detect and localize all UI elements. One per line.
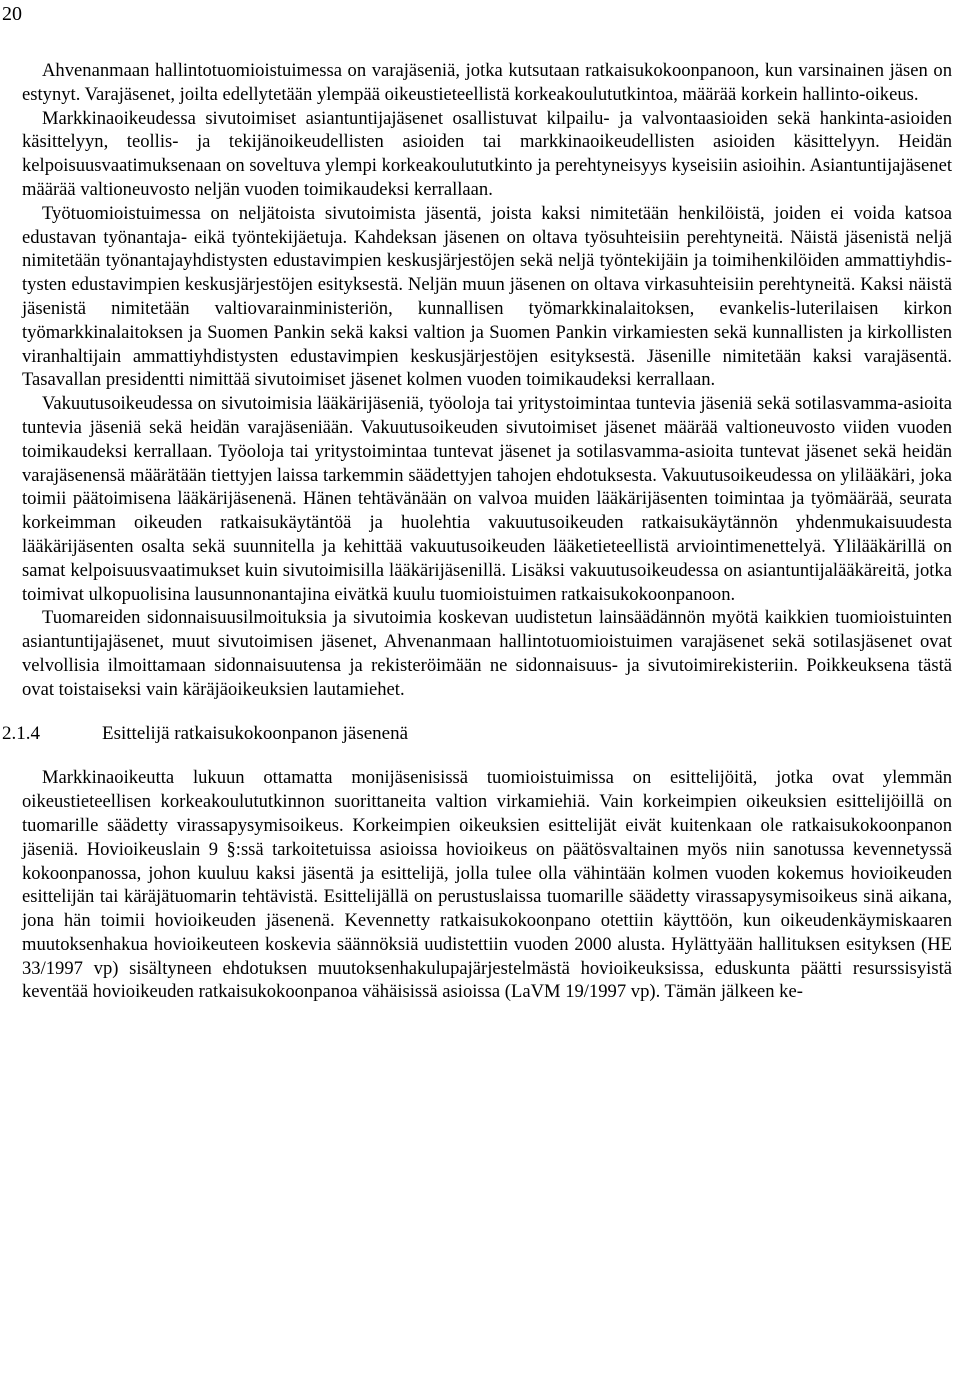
section-title: Esittelijä ratkaisukokoonpanon jäsenenä [102,722,409,744]
paragraph: Tuomareiden sidonnaisuusilmoituksia ja sivutoimia koskevan uudistetun lainsäädännön myötä kaikkien tuomioistuinten asiantuntijajäsenet, muut sivutoimisen jäsenet, Ahvenanmaan hallintotuomioistuimen varajäsenet sekä sotilasjäsenet ovat velvollisia ilmoittamaan sidonnaisuutensa ja rekisteröimään ne sidonnaisuus- ja sivutoimirekisteriin. Poikkeuksena tästä ovat toistaiseksi vain käräjäoikeuksien lautamiehet. [22,607,952,700]
section-number: 2.1.4 [2,722,40,744]
paragraph: Vakuutusoikeudessa on sivutoimisia lääkärijäseniä, työoloja tai yritystoimintaa tuntevia jäseniä sekä sotilasvamma-asioita tuntevia jäseniä sekä heidän varajäseniään. Vakuutusoikeuden sivutoimiset jäsenet määrää valtioneuvosto viiden vuoden toimikaudeksi kerrallaan. Työoloja tai yritystoimintaa tuntevat jäsenet ja sotilasvamma-asioita tuntevat jäsenet sekä heidän varajäsenensä määrätään tiettyjen laissa tarkemmin säädettyjen tahojen ehdotuksesta. Vakuutusoikeudessa on ylilääkäri, joka toimii päätoimisena lääkärijäsenenä. Hänen tehtävänään on valvoa muiden lääkärijäsenten toimintaa ja työmäärää, seurata korkeimman oikeuden ratkaisukäytäntöä ja huolehtia vakuutusoikeuden ratkaisukäytännön yhdenmukaisuudesta lääkärijäsenten osalta sekä suunnitella ja kehittää vakuutusoikeuden lääketieteellistä arviointimenettelyä. Ylilääkärillä on samat kelpoisuusvaatimukset kuin sivutoimisilla lääkärijäsenillä. Lisäksi vakuutusoikeudessa on asiantuntijalääkäreitä, jotka toimivat ulkopuolisina lausunnonantajina eivätkä kuulu tuomioistuimen ratkaisukokoonpanoon. [22,393,952,605]
section-heading [2,722,952,746]
paragraph: Markkinaoikeutta lukuun ottamatta monijäsenisissä tuomioistuimissa on esittelijöitä, jotka ovat ylemmän oikeustieteellisen korkeakoulututkinnon suorittaneita valtion virkamiehiä. Vain korkeimpien oikeuksien esittelijöillä on tuomarille säädetty virassapysymisoikeus. Korkeimpien oikeuksien esittelijät eivät kuitenkaan ole ratkaisukokoonpanon jäseniä. Hovioikeuslain 9 §:ssä tarkoitetuissa asioissa hovioikeus on päätösvaltainen myös niin sanotussa kevennetyssä kokoonpanossa, johon kuuluu kaksi jäsentä ja esittelijä, jolla tulee olla vähintään kolmen vuoden kokemus hovioikeuden esittelijän tai käräjätuomarin tehtävistä. Esittelijällä on perustuslaissa tuomarille säädetty virassapysymisoikeus sinä aikana, jona hän toimii hovioikeuden jäsenenä. Kevennetty ratkaisukokoonpano otettiin käyttöön, kun oikeudenkäymiskaaren muutoksenhakua hovioikeuteen koskevia säännöksiä uudistettiin vuoden 2000 alusta. Hylättyään hallituksen esityksen (HE 33/1997 vp) sisältyneen ehdotuksen muutoksenhakulupajärjestelmästä hovioikeuksissa, eduskunta päätti resurssisyistä keventää hovioikeuden ratkaisukokoonpanoa vähäisissä asioissa (LaVM 19/1997 vp). Tämän jälkeen ke- [22,767,952,1003]
page-number: 20 [2,3,22,25]
paragraph: Työtuomioistuimessa on neljätoista sivutoimista jäsentä, joista kaksi nimitetään henkilöistä, joiden ei voida katsoa edustavan työnantaja- eikä työntekijäetuja. Kahdeksan jäsenen on oltava työsuhteisiin perehtyneitä. Näistä jäsenistä neljä nimitetään työnantajayhdistysten edustavimpien keskusjärjestöjen sekä neljä työntekijäin ja toimihenkilöiden ammattiyhdistysten edustavimpien keskusjärjestöjen esityksestä. Neljän muun jäsenen on oltava virkasuhteisiin perehtyneitä. Kaksi näistä jäsenistä nimitetään valtiovarainministeriön, kunnallisen työmarkkinalaitoksen, evankelis-luterilaisen kirkon työmarkkinalaitoksen ja Suomen Pankin sekä kaksi valtion ja Suomen Pankin virkamiesten sekä kunnallisten ja kirkollisten viranhaltijain ammattiyhdistysten edustavimpien keskusjärjestöjen esityksestä. Jäsenille nimitetään kaksi varajäsentä. Tasavallan presidentti nimittää sivutoimiset jäsenet kolmen vuoden toimikaudeksi kerrallaan. [22,202,952,391]
document-body [2,59,952,1004]
paragraph: Ahvenanmaan hallintotuomioistuimessa on varajäseniä, jotka kutsutaan ratkaisukokoonpanoon, kun varsinainen jäsen on estynyt. Varajäsenet, joilta edellytetään ylempää oikeustieteellistä korkeakoulututkintoa, määrää korkein hallinto-oikeus. [22,60,952,105]
paragraph: Markkinaoikeudessa sivutoimiset asiantuntijajäsenet osallistuvat kilpailu- ja valvontaasioiden sekä hankinta-asioiden käsittelyyn, teollis- ja tekijänoikeudellisten asioiden tai markkinaoikeudellisten asioiden käsittelyyn. Heidän kelpoisuusvaatimuksenaan on soveltuva ylempi korkeakoulututkinto ja perehtyneisyys kyseisiin asioihin. Asiantuntijajäsenet määrää valtioneuvosto neljän vuoden toimikaudeksi kerrallaan. [22,107,952,200]
